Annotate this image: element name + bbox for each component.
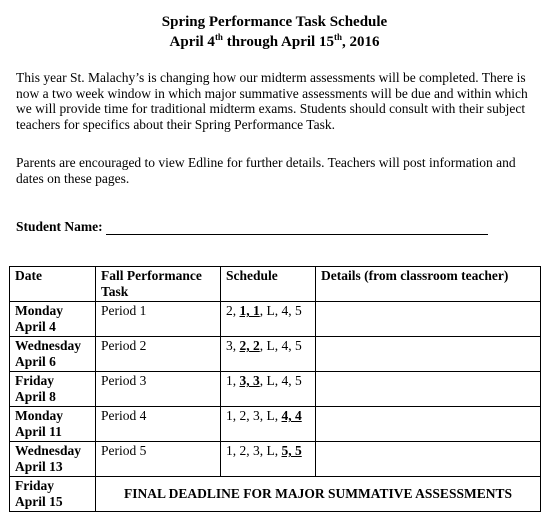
- task-cell: Period 4: [96, 407, 221, 442]
- date-range-subtitle: [0, 33, 549, 51]
- schedule-highlight: 5, 5: [281, 443, 302, 458]
- subtitle-part-b: through April 15: [222, 34, 334, 50]
- schedule-post: , L, 4, 5: [259, 303, 302, 318]
- student-name-label: Student Name:: [16, 219, 103, 234]
- schedule-cell: [221, 407, 316, 442]
- details-cell[interactable]: [316, 302, 541, 337]
- subtitle-sup-b: th: [333, 32, 342, 42]
- schedule-table: [9, 266, 541, 512]
- schedule-pre: 1, 2, 3, L,: [226, 408, 282, 423]
- schedule-highlight: 2, 2: [239, 338, 260, 353]
- intro-paragraph: This year St. Malachy’s is changing how our midterm assessments will be completed. There is now a two week window in which major summative assessments will be due and within which we will provide time for traditional midterm exams. Students should consult with their subject teachers for specifics about their Spring Performance Task.: [16, 70, 528, 132]
- header-task: Fall Performance Task: [96, 267, 221, 302]
- details-cell[interactable]: [316, 372, 541, 407]
- parents-paragraph: Parents are encouraged to view Edline for further details. Teachers will post information and dates on these pages.: [16, 155, 516, 186]
- schedule-pre: 3,: [226, 338, 240, 353]
- details-cell[interactable]: [316, 337, 541, 372]
- day-label: Friday: [15, 373, 54, 388]
- table-header-row: [10, 267, 541, 302]
- task-cell: Period 3: [96, 372, 221, 407]
- page-title: Spring Performance Task Schedule: [161, 14, 388, 30]
- schedule-highlight: 4, 4: [281, 408, 302, 423]
- table-row: [10, 372, 541, 407]
- student-name-blank-line[interactable]: [106, 220, 488, 235]
- student-name-row: [16, 219, 488, 235]
- details-cell[interactable]: [316, 442, 541, 477]
- task-cell: Period 5: [96, 442, 221, 477]
- schedule-cell: [221, 442, 316, 477]
- date-cell: [10, 442, 96, 477]
- schedule-highlight: 3, 3: [239, 373, 260, 388]
- schedule-post: , L, 4, 5: [259, 338, 302, 353]
- date-label: April 6: [15, 354, 56, 369]
- date-cell: [10, 337, 96, 372]
- schedule-pre: 1, 2, 3, L,: [226, 443, 282, 458]
- date-label: April 4: [15, 319, 56, 334]
- schedule-cell: [221, 372, 316, 407]
- final-deadline-text: FINAL DEADLINE FOR MAJOR SUMMATIVE ASSESSMENTS: [96, 477, 541, 512]
- date-label: April 13: [15, 459, 63, 474]
- date-cell: [10, 372, 96, 407]
- header-schedule: Schedule: [221, 267, 316, 302]
- date-label: April 8: [15, 389, 56, 404]
- date-cell: [10, 477, 96, 512]
- table-row: [10, 302, 541, 337]
- final-deadline-row: [10, 477, 541, 512]
- subtitle-part-a: April 4: [169, 34, 215, 50]
- table-row: [10, 442, 541, 477]
- header-details: Details (from classroom teacher): [316, 267, 541, 302]
- schedule-pre: 1,: [226, 373, 240, 388]
- table-row: [10, 407, 541, 442]
- table-row: [10, 337, 541, 372]
- schedule-post: , L, 4, 5: [259, 373, 302, 388]
- day-label: Monday: [15, 408, 64, 423]
- schedule-cell: [221, 302, 316, 337]
- task-cell: Period 1: [96, 302, 221, 337]
- schedule-cell: [221, 337, 316, 372]
- day-label: Wednesday: [15, 443, 82, 458]
- subtitle-sup-a: th: [214, 32, 223, 42]
- details-cell[interactable]: [316, 407, 541, 442]
- schedule-pre: 2,: [226, 303, 240, 318]
- schedule-highlight: 1, 1: [239, 303, 260, 318]
- header-date: Date: [10, 267, 96, 302]
- day-label: Wednesday: [15, 338, 82, 353]
- date-label: April 11: [15, 424, 62, 439]
- day-label: Monday: [15, 303, 64, 318]
- task-cell: Period 2: [96, 337, 221, 372]
- date-label: April 15: [15, 494, 63, 509]
- day-label: Friday: [15, 478, 54, 493]
- date-cell: [10, 407, 96, 442]
- subtitle-part-c: , 2016: [341, 34, 380, 50]
- date-cell: [10, 302, 96, 337]
